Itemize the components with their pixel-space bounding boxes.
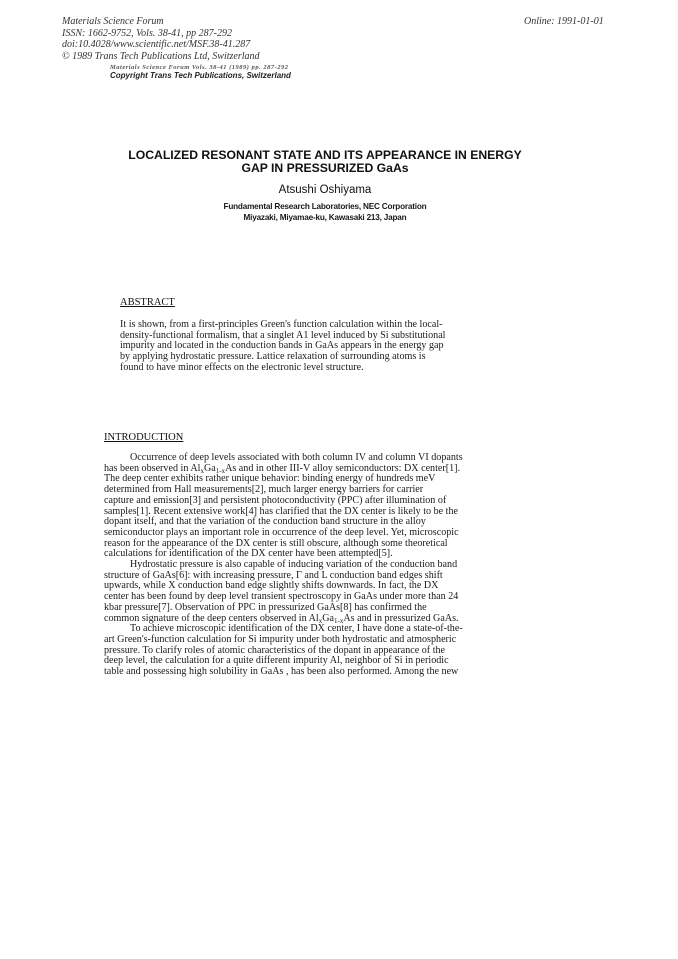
intro-line: Hydrostatic pressure is also capable of inducing variation of the conduction band [130,559,458,571]
abstract-body [120,320,530,374]
doi-line: doi:10.4028/www.scientific.net/MSF.38-41.287 [62,39,251,50]
intro-line: art Green's-function calculation for Si impurity under both hydrostatic and atmospheric [104,633,457,645]
introduction-body [104,453,544,678]
print-header-ghost: Materials Science Forum Vols. 38-41 (1989) pp. 287-292 [110,64,289,70]
copyright-line: © 1989 Trans Tech Publications Ltd, Switzerland [62,50,260,62]
affiliation-line-2: Miyazaki, Miyamae-ku, Kawasaki 213, Japan [243,213,407,222]
intro-line: dopant itself, and that the variation of the conduction band structure in the alloy [104,516,426,528]
intro-line: common signature of the deep centers observed in $Al_xGa_{1-x}As$ and in pressurized GaAs. [104,612,459,625]
title-line-1: LOCALIZED RESONANT STATE AND ITS APPEARANCE IN ENERGY [128,148,522,162]
issn-line: ISSN: 1662-9752, Vols. 38-41, pp 287-292 [62,27,232,39]
paper-title [100,149,550,175]
intro-line: samples[1]. Recent extensive work[4] has clarified that the DX center is likely to be the [104,505,459,517]
intro-line: To achieve microscopic identification of the DX center, I have done a state-of-the- [130,623,463,635]
journal-name: Materials Science Forum [62,16,164,27]
intro-line: has been observed in $Al_xGa_{1-x}As$ and in other III-V alloy semiconductors: DX center[1]. [104,462,461,475]
intro-line: semiconductor plays an important role in occurrence of the deep level. Yet, microscopic [104,526,459,538]
intro-line: upwards, while X conduction band edge slightly shifts downwards. In fact, the DX [104,580,439,592]
abstract-line: It is shown, from a first-principles Green's function calculation within the local- [120,319,443,330]
intro-line: deep level, the calculation for a quite different impurity Al, neighbor of Si in periodic [104,655,449,667]
affiliation [100,201,550,223]
abstract-heading: ABSTRACT [120,297,175,308]
intro-line: determined from Hall measurements[2], much larger energy barriers for carrier [104,484,424,496]
author-name: Atsushi Oshiyama [278,184,372,196]
intro-line: pressure. To clarify roles of atomic characteristics of the dopant in appearance of the [104,644,446,656]
affiliation-line-1: Fundamental Research Laboratories, NEC Corporation [223,202,427,211]
intro-line: center has been found by deep level transient spectroscopy in GaAs under more than 24 [104,591,459,603]
abstract-line: impurity and located in the conduction bands in GaAs appears in the energy gap [120,340,444,352]
intro-line: reason for the appearance of the DX center is still obscure, although some theoretical [104,537,448,549]
intro-line: structure of GaAs[6]: with increasing pressure, Γ and L conduction band edges shift [104,569,443,581]
introduction-heading: INTRODUCTION [104,432,184,443]
intro-line: Occurrence of deep levels associated with both column IV and column VI dopants [130,452,463,463]
print-copyright: Copyright Trans Tech Publications, Switzerland [110,71,291,80]
abstract-line: density-functional formalism, that a singlet A1 level induced by Si substitutional [120,329,446,341]
abstract-line: by applying hydrostatic pressure. Lattice relaxation of surrounding atoms is [120,351,426,363]
intro-line: kbar pressure[7]. Observation of PPC in pressurized GaAs[8] has confirmed the [104,601,427,613]
intro-line: The deep center exhibits rather unique behavior: binding energy of hundreds meV [104,473,436,485]
title-line-2: GAP IN PRESSURIZED GaAs [241,161,409,175]
intro-line: table and possessing high solubility in GaAs , has been also performed. Among the new [104,666,459,678]
intro-line: calculations for identification of the DX center have been attempted[5]. [104,548,393,560]
online-date: Online: 1991-01-01 [524,16,604,27]
intro-line: capture and emission[3] and persistent photoconductivity (PPC) after illumination of [104,494,447,506]
abstract-line: found to have minor effects on the electronic level structure. [120,361,364,373]
